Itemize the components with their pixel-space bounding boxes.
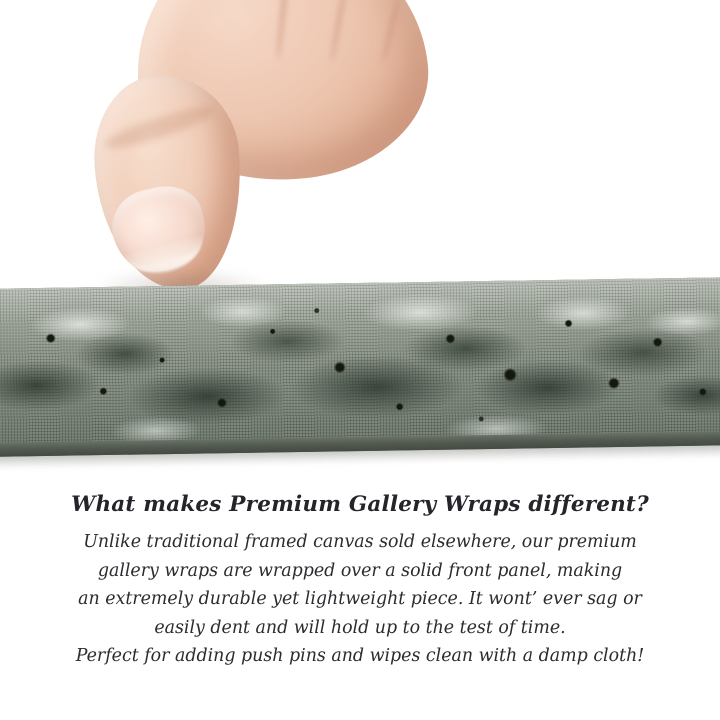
knuckle-crease [380, 0, 402, 63]
caption-line: gallery wraps are wrapped over a solid front panel, making [97, 560, 623, 581]
hand-photo [96, 0, 426, 305]
caption-block [0, 492, 720, 671]
knuckle-crease [329, 0, 350, 63]
caption-title: What makes Premium Gallery Wraps different? [71, 492, 649, 517]
caption-line: Unlike traditional framed canvas sold elsewhere, our premium [83, 532, 637, 552]
canvas-texture-specks [0, 277, 720, 457]
knuckle-crease [275, 0, 292, 59]
caption-body [0, 528, 720, 671]
caption-line: Perfect for adding push pins and wipes clean with a damp cloth! [75, 646, 645, 666]
caption-line: easily dent and will hold up to the test of time. [154, 617, 566, 638]
canvas-wrap-edge [0, 277, 720, 457]
caption-line: an extremely durable yet lightweight piece. It wont’ ever sag or [78, 589, 642, 609]
thumb-crease [102, 100, 218, 155]
